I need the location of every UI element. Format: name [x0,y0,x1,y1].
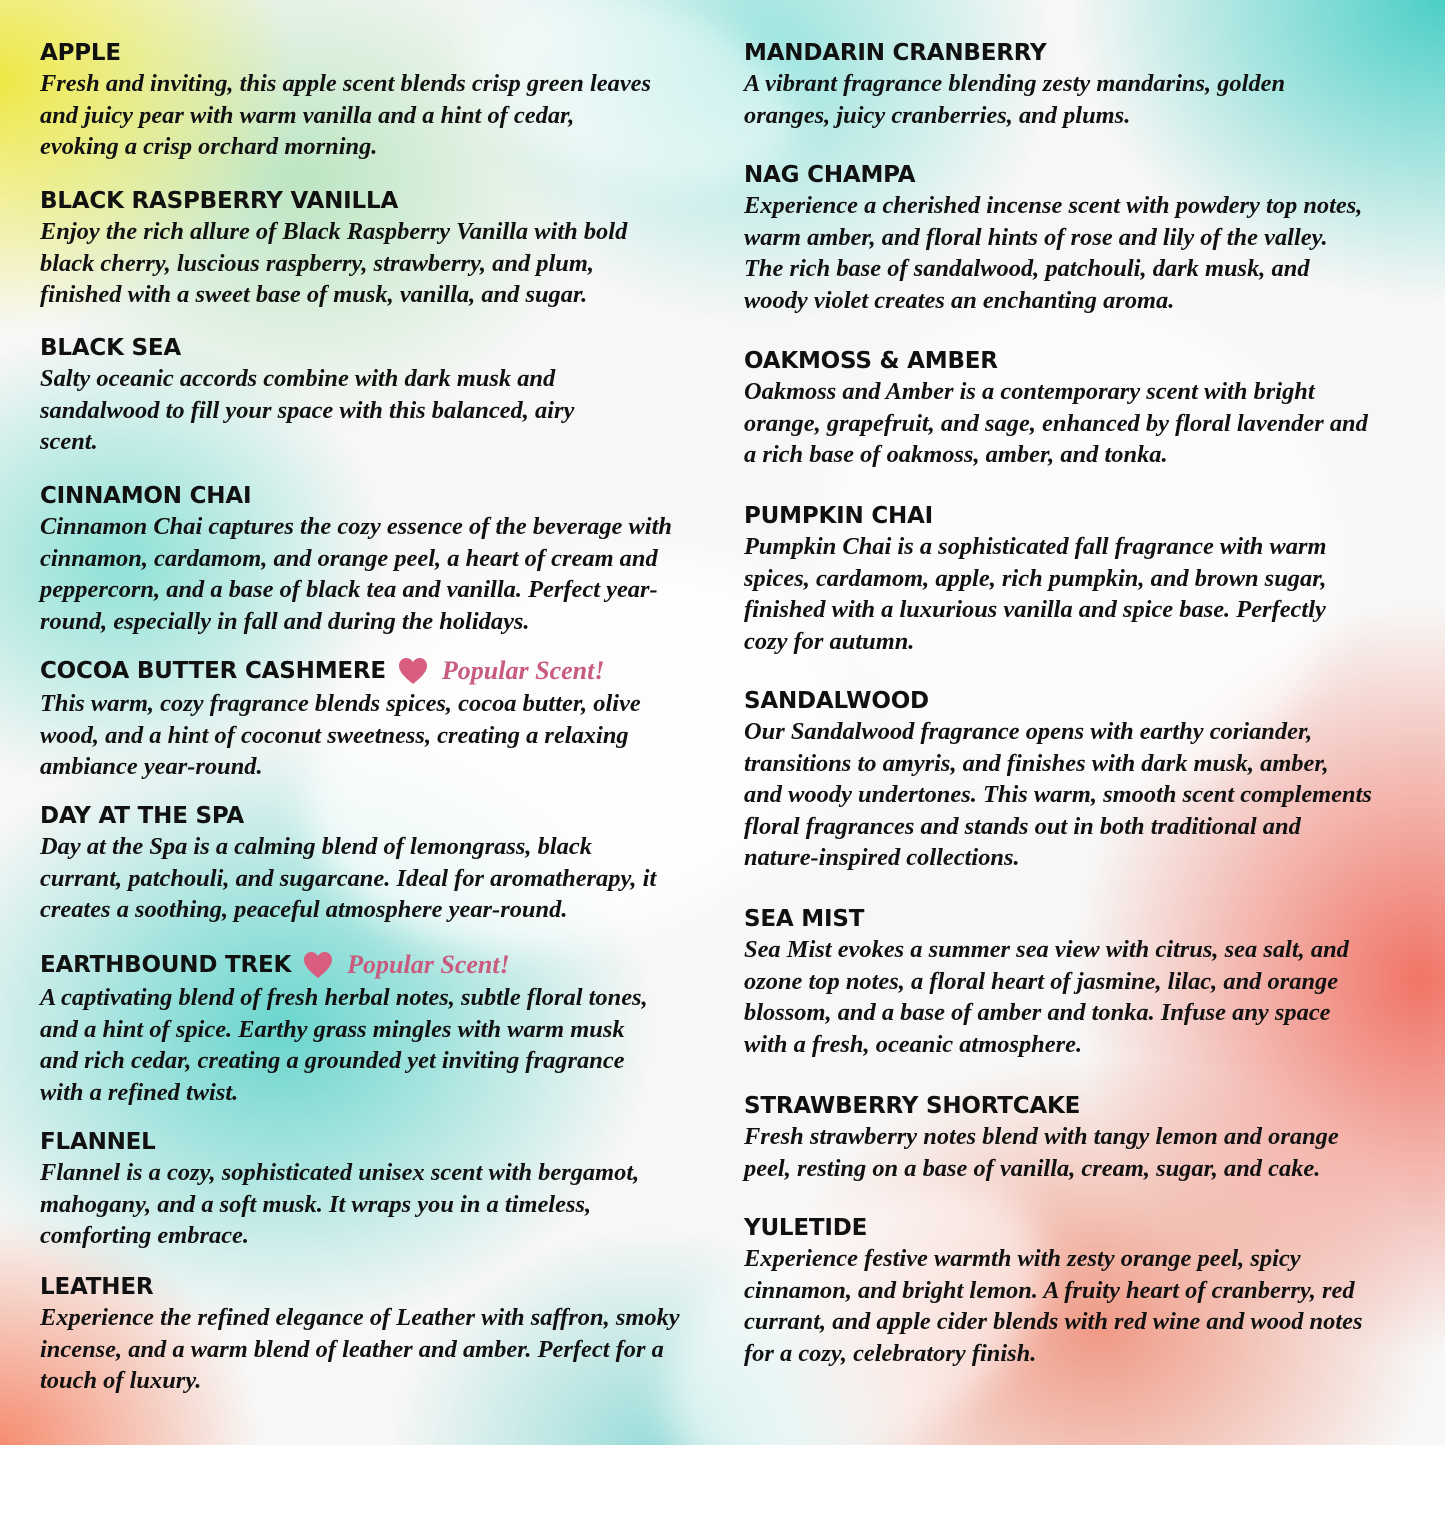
scent-description-line: A vibrant fragrance blending zesty mandarins, golden [744,70,1286,97]
scent-entry-strawberry-shortcake [744,1091,1339,1184]
scent-description-line: woody violet creates an enchanting aroma. [744,286,1175,314]
scent-entry-yuletide [744,1213,1363,1369]
scent-description-line: currant, patchouli, and sugarcane. Ideal for aromatherapy, it [40,864,657,892]
scent-title: EARTHBOUND TREK [40,952,292,978]
scent-title: BLACK SEA [40,335,181,361]
scent-description-line: Oakmoss and Amber is a contemporary scent with bright [744,378,1315,405]
heart-icon [396,654,430,688]
scent-description-line: Fresh and inviting, this apple scent blends crisp green leaves [40,70,652,97]
scent-description-line: Enjoy the rich allure of Black Raspberry Vanilla with bold [40,218,628,245]
scent-title: COCOA BUTTER CASHMERE [40,658,386,684]
scent-description-line: Flannel is a cozy, sophisticated unisex scent with bergamot, [40,1159,640,1186]
scent-description-line: sandalwood to fill your space with this balanced, airy [40,396,575,424]
scent-description-line: Salty oceanic accords combine with dark musk and [40,365,556,392]
scent-title: MANDARIN CRANBERRY [744,40,1047,66]
scent-description-line: round, especially in fall and during the holidays. [40,607,530,635]
scent-description-line: evoking a crisp orchard morning. [40,133,378,160]
scent-description-line: A captivating blend of fresh herbal notes, subtle floral tones, [40,984,648,1011]
scent-title: APPLE [40,40,121,66]
popular-scent-badge: Popular Scent! [441,656,605,685]
scent-entry-black-sea [40,333,574,458]
scent-title: BLACK RASPBERRY VANILLA [40,188,399,214]
scent-description-line: This warm, cozy fragrance blends spices, cocoa butter, olive [40,690,641,717]
scent-entry-leather [40,1272,680,1397]
scent-description-line: Our Sandalwood fragrance opens with earthy coriander, [744,718,1313,745]
scent-entry-sandalwood [744,686,1372,874]
scent-title: SANDALWOOD [744,688,929,714]
scent-description-line: Sea Mist evokes a summer sea view with citrus, sea salt, and [744,936,1349,963]
scent-description-line: a rich base of oakmoss, amber, and tonka. [744,441,1168,468]
scent-entry-black-raspberry-vanilla [40,186,627,311]
scent-description-line: cinnamon, and bright lemon. A fruity heart of cranberry, red [744,1276,1355,1304]
scent-description-line: Fresh strawberry notes blend with tangy lemon and orange [744,1123,1339,1150]
scent-description-line: black cherry, luscious raspberry, strawberry, and plum, [40,249,594,277]
scent-title: OAKMOSS & AMBER [744,348,998,374]
scent-title: STRAWBERRY SHORTCAKE [744,1093,1081,1119]
scent-title: DAY AT THE SPA [40,803,245,829]
scent-title: YULETIDE [744,1215,868,1241]
scent-description-line: Experience the refined elegance of Leather with saffron, smoky [40,1304,680,1331]
scent-description-line: spices, cardamom, apple, rich pumpkin, and brown sugar, [744,564,1327,592]
scent-description-line: with a refined twist. [40,1078,239,1106]
scent-description-line: finished with a sweet base of musk, vanilla, and sugar. [40,281,588,308]
scent-description-line: ambiance year-round. [40,753,263,780]
scent-description-line: incense, and a warm blend of leather and amber. Perfect for a [40,1335,664,1363]
scent-description-line: Experience a cherished incense scent with powdery top notes, [744,192,1363,219]
scent-description-line: mahogany, and a soft musk. It wraps you in a timeless, [40,1190,592,1218]
scent-description-line: and rich cedar, creating a grounded yet inviting fragrance [40,1047,625,1074]
scent-entry-cocoa-butter-cashmere [40,654,641,783]
scent-description-line: Experience festive warmth with zesty orange peel, spicy [744,1245,1301,1272]
scent-title: FLANNEL [40,1129,156,1155]
heart-icon [301,948,335,982]
scent-description-line: ozone top notes, a floral heart of jasmine, lilac, and orange [744,967,1339,995]
scent-title: CINNAMON CHAI [40,483,252,509]
scent-title: SEA MIST [744,906,865,932]
scent-entry-cinnamon-chai [40,481,672,637]
scent-description-line: currant, and apple cider blends with red wine and wood notes [744,1308,1363,1335]
scent-entry-oakmoss-amber [744,346,1368,471]
scent-description-line: warm amber, and floral hints of rose and lily of the valley. [744,223,1328,251]
scent-description-line: oranges, juicy cranberries, and plums. [744,101,1131,129]
scent-description-line: floral fragrances and stands out in both traditional and [744,812,1301,840]
scent-description-line: for a cozy, celebratory finish. [744,1339,1037,1367]
scent-description-line: nature-inspired collections. [744,844,1020,871]
scent-title: PUMPKIN CHAI [744,503,934,529]
scent-entry-nag-champa [744,160,1362,316]
scent-title: LEATHER [40,1274,154,1300]
scent-entry-day-at-the-spa [40,801,656,926]
scent-description-line: and woody undertones. This warm, smooth scent complements [744,781,1372,808]
scent-description-line: and a hint of spice. Earthy grass mingles with warm musk [40,1015,625,1043]
scent-entry-apple [40,38,651,163]
scent-description-line: scent. [40,428,98,455]
scent-description-line: and juicy pear with warm vanilla and a hint of cedar, [40,101,575,129]
scent-description-line: Cinnamon Chai captures the cozy essence of the beverage with [40,513,672,540]
scent-description-line: Pumpkin Chai is a sophisticated fall fragrance with warm [744,533,1327,560]
scent-description-line: peel, resting on a base of vanilla, cream, sugar, and cake. [744,1154,1321,1182]
scent-description-line: cinnamon, cardamom, and orange peel, a heart of cream and [40,544,658,572]
popular-scent-badge: Popular Scent! [347,950,510,979]
scent-description-line: blossom, and a base of amber and tonka. Infuse any space [744,999,1331,1026]
scent-entry-earthbound-trek [40,948,648,1108]
scent-description-line: comforting embrace. [40,1222,250,1249]
scent-description-line: with a fresh, oceanic atmosphere. [744,1030,1083,1058]
scent-description-line: transitions to amyris, and finishes with dark musk, amber, [744,749,1329,777]
scent-entry-pumpkin-chai [744,501,1327,657]
scent-description-line: creates a soothing, peaceful atmosphere year-round. [40,896,568,923]
scent-description-line: touch of luxury. [40,1367,202,1394]
scent-entry-flannel [40,1127,639,1252]
scent-description-line: wood, and a hint of coconut sweetness, creating a relaxing [40,721,629,749]
scent-description-line: orange, grapefruit, and sage, enhanced by floral lavender and [744,409,1368,437]
scent-description-line: cozy for autumn. [744,627,915,655]
scent-description-line: Day at the Spa is a calming blend of lemongrass, black [40,833,592,860]
scent-title: NAG CHAMPA [744,162,916,188]
scent-entry-mandarin-cranberry [744,38,1285,131]
scent-description-line: The rich base of sandalwood, patchouli, dark musk, and [744,255,1310,282]
scent-description-line: peppercorn, and a base of black tea and vanilla. Perfect year- [40,576,658,603]
scent-description-line: finished with a luxurious vanilla and spice base. Perfectly [744,596,1326,623]
scent-entry-sea-mist [744,904,1349,1060]
